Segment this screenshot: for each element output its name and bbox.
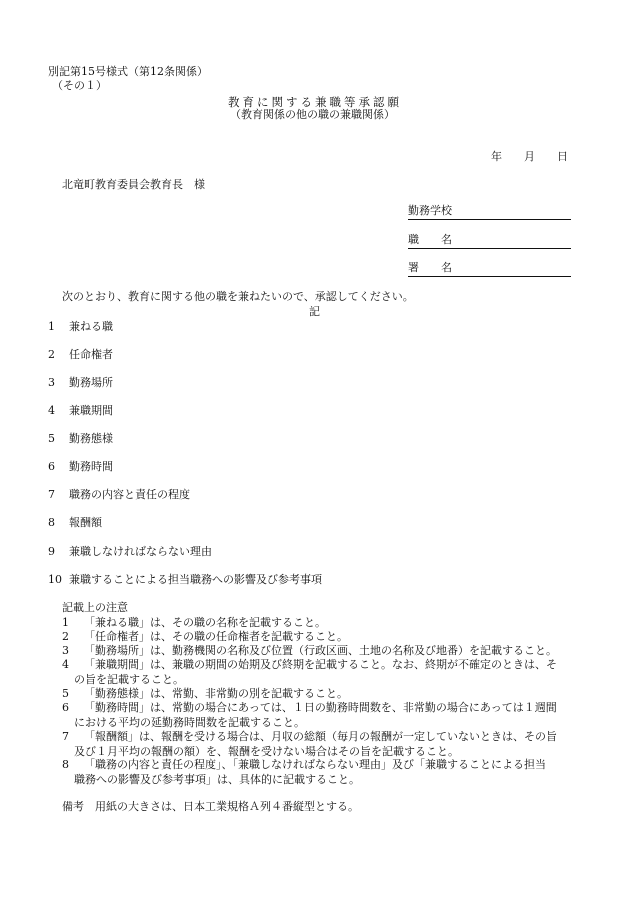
- note-continuation: の旨を記載すること。: [74, 673, 184, 686]
- date-line: 年 月 日: [491, 150, 568, 163]
- signature-label: 署 名: [408, 261, 452, 275]
- item-number: 4: [48, 404, 55, 417]
- remark: 備考 用紙の大きさは、日本工業規格Ａ列４番縦型とする。: [62, 800, 359, 813]
- list-item: [48, 516, 102, 530]
- item-number: 9: [48, 545, 55, 558]
- note-text: 「勤務時間」は、常勤の場合にあっては、１日の勤務時間数を、非常勤の場合にあっては１週間: [84, 701, 557, 714]
- item-number: 7: [48, 488, 55, 501]
- item-number: 3: [48, 376, 55, 389]
- note-item: [62, 629, 586, 644]
- note-item: [62, 657, 586, 687]
- form-number: 別記第15号様式（第12条関係）: [48, 65, 208, 78]
- item-number: 6: [48, 460, 55, 473]
- item-label: 勤務態様: [69, 432, 113, 445]
- note-item: [62, 643, 586, 658]
- note-item: [62, 757, 586, 787]
- note-text: 「任命権者」は、その職の任命権者を記載すること。: [84, 630, 348, 643]
- note-continuation: 及び１月平均の報酬の額）を、報酬を受けない場合はその旨を記載すること。: [74, 745, 459, 758]
- note-text: 「兼職期間」は、兼職の期間の始期及び終期を記載すること。なお、終期が不確定のときは、そ: [84, 658, 557, 671]
- addressee: 北竜町教育委員会教育長 様: [62, 178, 205, 191]
- item-label: 兼職することによる担当職務への影響及び参考事項: [69, 573, 322, 586]
- note-number: 1: [62, 616, 69, 629]
- ki-marker: 記: [309, 305, 320, 318]
- note-text: 「報酬額」は、報酬を受ける場合は、月収の総額（毎月の報酬が一定していないときは、その旨: [84, 730, 557, 743]
- list-item: [48, 376, 113, 390]
- school-field[interactable]: [408, 205, 571, 220]
- note-text: 「勤務態様」は、常勤、非常勤の別を記載すること。: [84, 687, 348, 700]
- item-label: 勤務場所: [69, 376, 113, 389]
- list-item: [48, 432, 113, 446]
- note-text: 「職務の内容と責任の程度」、「兼職しなければならない理由」及び「兼職することによる担当: [84, 758, 546, 771]
- note-number: 3: [62, 644, 69, 657]
- note-continuation: 職務への影響及び参考事項」は、具体的に記載すること。: [74, 773, 360, 786]
- school-label: 勤務学校: [408, 204, 452, 218]
- item-number: 5: [48, 432, 55, 445]
- note-text: 「兼ねる職」は、その職の名称を記載すること。: [84, 616, 326, 629]
- list-item: [48, 320, 113, 334]
- note-number: 8: [62, 758, 69, 771]
- item-number: 1: [48, 320, 55, 333]
- note-number: 6: [62, 701, 69, 714]
- item-label: 職務の内容と責任の程度: [69, 488, 190, 501]
- item-number: 10: [48, 573, 62, 586]
- position-field[interactable]: [408, 234, 571, 249]
- note-text: 「勤務場所」は、勤務機関の名称及び位置（行政区画、土地の名称及び地番）を記載すること。: [84, 644, 557, 657]
- note-item: [62, 729, 586, 759]
- note-number: 4: [62, 658, 69, 671]
- document-subtitle: （教育関係の他の職の兼職関係）: [230, 108, 395, 121]
- note-item: [62, 615, 586, 630]
- item-label: 兼ねる職: [69, 320, 113, 333]
- list-item: [48, 488, 190, 502]
- list-item: [48, 460, 113, 474]
- list-item: [48, 545, 212, 559]
- notes-heading: 記載上の注意: [62, 601, 128, 614]
- request-statement: 次のとおり、教育に関する他の職を兼ねたいので、承認してください。: [62, 290, 414, 303]
- item-label: 任命権者: [69, 348, 113, 361]
- form-sub-number: （その１）: [52, 79, 107, 92]
- note-number: 2: [62, 630, 69, 643]
- note-continuation: における平均の延勤務時間数を記載すること。: [74, 716, 305, 729]
- item-label: 兼職期間: [69, 404, 113, 417]
- item-label: 報酬額: [69, 516, 102, 529]
- list-item: [48, 348, 113, 362]
- list-item: [48, 404, 113, 418]
- signature-field[interactable]: [408, 262, 571, 277]
- item-number: 2: [48, 348, 55, 361]
- item-label: 勤務時間: [69, 460, 113, 473]
- note-number: 5: [62, 687, 69, 700]
- document-title: 教育に関する兼職等承認願: [228, 95, 402, 109]
- position-label: 職 名: [408, 233, 452, 247]
- list-item: [48, 573, 322, 587]
- note-item: [62, 686, 586, 701]
- note-item: [62, 700, 586, 730]
- item-number: 8: [48, 516, 55, 529]
- note-number: 7: [62, 730, 69, 743]
- item-label: 兼職しなければならない理由: [69, 545, 212, 558]
